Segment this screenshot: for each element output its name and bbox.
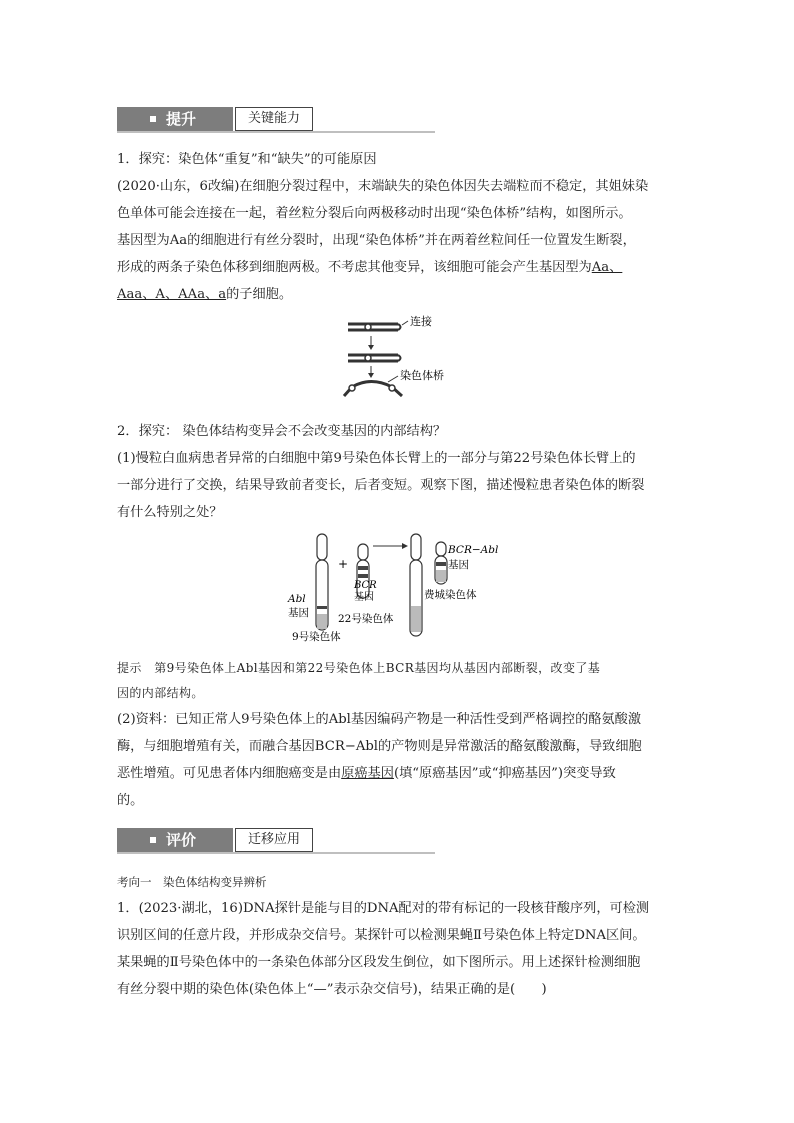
q2-para-line: 酶，与细胞增殖有关，而融合基因BCR−Abl的产物则是异常激活的酪氨酸激酶，导致细胞: [117, 739, 642, 754]
q1-answer: Aaa、A、AAa、a: [117, 287, 227, 302]
banner-rule: [117, 131, 435, 133]
philadelphia-chromosome: [435, 542, 447, 584]
abl-label: Abl: [288, 593, 306, 605]
q2-para-line: 一部分进行了交换，结果导致前者变长，后者变短。观察下图，描述慢粒患者染色体的断裂: [117, 478, 645, 493]
exercise-line: 识别区间的任意片段，并形成杂交信号。某探针可以检测果蝇Ⅱ号染色体上特定DNA区间。: [117, 928, 646, 943]
q2-para-line: [117, 764, 616, 784]
plus-sign: +: [338, 557, 349, 571]
exercise-line: 某果蝇的Ⅱ号染色体中的一条染色体部分区段发生倒位，如下图所示。用上述探针检测细胞: [117, 955, 641, 970]
exercise-line: 1．(2023·湖北，16)DNA探针是能与目的DNA配对的带有标记的一段核苷酸序列，可检测: [117, 901, 650, 916]
philadelphia-chromosome-figure: [280, 530, 520, 648]
fig-label-bridge: 染色体桥: [400, 369, 444, 382]
section-banner-evaluate: [117, 828, 435, 852]
q2-answer: 原癌基因: [341, 766, 394, 781]
q1-para-line: 色单体可能会连接在一起，着丝粒分裂后向两极移动时出现“染色体桥”结构，如图所示。: [117, 206, 632, 221]
q2-text: (填“原癌基因”或“抑癌基因”)突变导致: [393, 766, 616, 781]
q1-para-line: (2020·山东，6改编)在细胞分裂过程中，末端缺失的染色体因失去端粒而不稳定，其姐妹染: [117, 179, 649, 194]
hint-line: 提示 第9号染色体上Abl基因和第22号染色体上BCR基因均从基因内部断裂，改变了基: [117, 661, 601, 675]
philadelphia-label: 费城染色体: [424, 589, 477, 601]
chromosome-bridge-figure: [340, 312, 480, 402]
square-bullet-icon: [150, 837, 156, 843]
q1-para-line: [117, 285, 292, 305]
q2-heading: 2．探究： 染色体结构变异会不会改变基因的内部结构？: [117, 424, 447, 439]
hint-line: 因的内部结构。: [117, 686, 204, 700]
banner-label: 关键能力: [235, 107, 313, 131]
q1-heading: 1．探究：染色体“重复”和“缺失”的可能原因: [117, 152, 377, 167]
banner-title: 提升: [166, 110, 197, 128]
banner-rule: [117, 852, 435, 854]
q1-para-line: 基因型为Aa的细胞进行有丝分裂时，出现“染色体桥”并在两着丝粒间任一位置发生断裂，: [117, 233, 636, 248]
q1-para-line: [117, 258, 622, 278]
q2-para-line: (2)资料：已知正常人9号染色体上的Abl基因编码产物是一种活性受到严格调控的酪氨酸激: [117, 712, 642, 727]
chromosome-bridge: [344, 382, 402, 397]
banner-title: 评价: [166, 831, 197, 849]
banner-label: 迁移应用: [235, 828, 313, 852]
sister-chromatids: [348, 324, 401, 330]
exercise-line: 有丝分裂中期的染色体(染色体上“—”表示杂交信号)，结果正确的是( ): [117, 982, 547, 997]
square-bullet-icon: [150, 116, 156, 122]
bcr-abl-label: BCR−Abl: [448, 544, 499, 556]
q2-text: 恶性增殖。可见患者体内细胞癌变是由: [117, 766, 342, 781]
bcr-label: BCR: [354, 580, 377, 591]
q1-text: 形成的两条子染色体移到细胞两极。不考虑其他变异，该细胞可能会产生基因型为: [117, 260, 592, 275]
q1-text: 的子细胞。: [226, 287, 293, 302]
section-banner-improve: [117, 107, 435, 131]
chr9-label: 9号染色体: [292, 631, 341, 643]
chromosome-9: [316, 534, 328, 630]
q2-para-line: 的。: [117, 793, 144, 808]
chr22-label: 22号染色体: [338, 613, 394, 625]
chromosome-9-derivative: [410, 534, 422, 636]
gene-label: 基因: [448, 559, 469, 571]
q1-answer: Aa、: [591, 260, 623, 275]
fig-label-connect: 连接: [410, 315, 432, 328]
leader-line: [402, 321, 408, 325]
gene-label: 基因: [288, 607, 309, 619]
q2-para-line: (1)慢粒白血病患者异常的白细胞中第9号染色体长臂上的一部分与第22号染色体长臂上的: [117, 451, 636, 466]
section-heading: 考向一 染色体结构变异辨析: [117, 875, 267, 889]
gene-label: 基因: [354, 592, 374, 603]
q2-para-line: 有什么特别之处？: [117, 505, 223, 520]
